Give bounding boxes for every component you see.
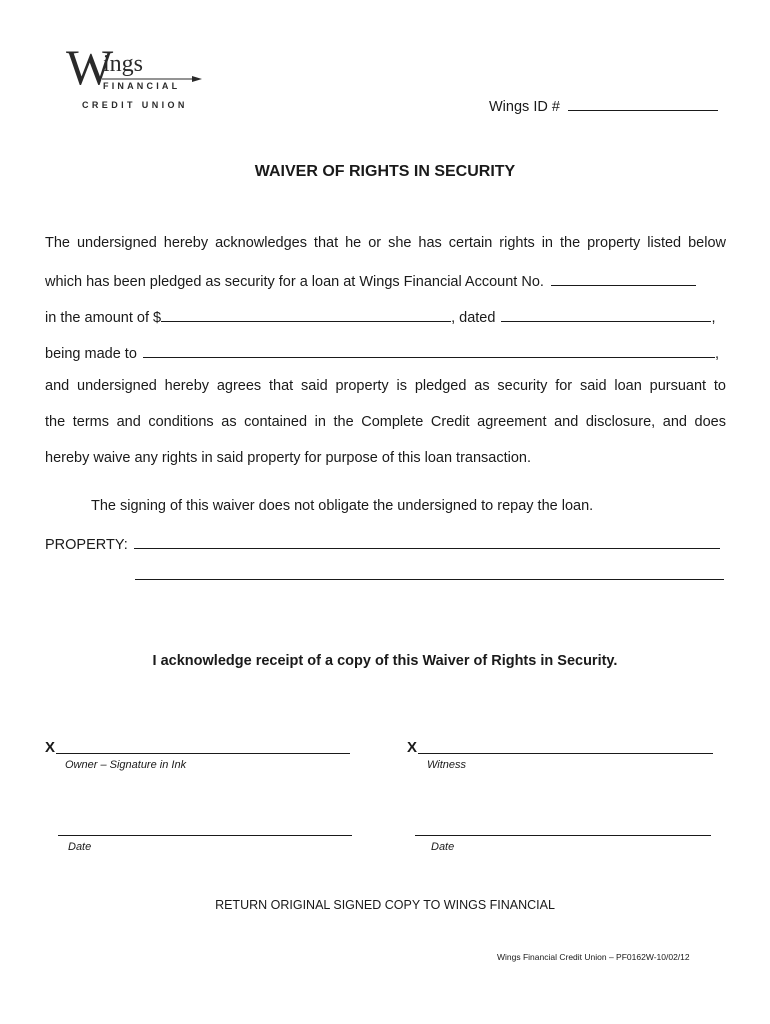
witness-x-mark: X bbox=[407, 739, 418, 756]
wings-id-label: Wings ID # bbox=[489, 99, 560, 115]
property-blank-1[interactable] bbox=[134, 534, 720, 549]
acknowledgement: I acknowledge receipt of a copy of this Waiver of Rights in Security. bbox=[152, 653, 618, 669]
document-title: WAIVER OF RIGHTS IN SECURITY bbox=[254, 163, 516, 180]
date-blank[interactable] bbox=[501, 307, 711, 322]
body-line-7: hereby waive any rights in said property for purpose of this loan transaction. bbox=[45, 450, 532, 466]
amount-label: in the amount of $ bbox=[45, 310, 162, 326]
property-blank-2[interactable] bbox=[135, 579, 724, 580]
signing-note: The signing of this waiver does not obligate the undersigned to repay the loan. bbox=[91, 498, 594, 514]
witness-caption: Witness bbox=[427, 759, 467, 771]
body-line-6: the terms and conditions as contained in the Complete Credit agreement and disclosure, and does bbox=[45, 414, 726, 430]
wings-id-field bbox=[489, 96, 718, 115]
return-note: RETURN ORIGINAL SIGNED COPY TO WINGS FINANCIAL bbox=[215, 898, 555, 912]
amount-blank[interactable] bbox=[161, 307, 451, 322]
comma: , bbox=[711, 310, 716, 326]
made-to-label: being made to bbox=[45, 346, 137, 362]
witness-date-line[interactable] bbox=[415, 835, 711, 836]
logo-credit-union: CREDIT UNION bbox=[82, 100, 188, 110]
logo-letter: W bbox=[66, 39, 112, 95]
witness-date-caption: Date bbox=[431, 841, 455, 853]
logo-word: ings bbox=[103, 51, 144, 77]
property-line bbox=[45, 534, 726, 553]
made-to-line bbox=[45, 343, 726, 362]
owner-date-line[interactable] bbox=[58, 835, 352, 836]
dated-label: , dated bbox=[451, 310, 496, 326]
body-line-1: The undersigned hereby acknowledges that he or she has certain rights in the property listed below bbox=[45, 235, 726, 251]
owner-signature-line[interactable] bbox=[56, 753, 350, 754]
account-label: which has been pledged as security for a loan at Wings Financial Account No. bbox=[45, 274, 544, 290]
account-number-blank[interactable] bbox=[551, 271, 696, 286]
owner-caption: Owner – Signature in Ink bbox=[65, 759, 187, 771]
property-label: PROPERTY: bbox=[45, 537, 128, 553]
witness-signature-line[interactable] bbox=[418, 753, 713, 754]
owner-date-caption: Date bbox=[68, 841, 92, 853]
wings-logo bbox=[66, 39, 206, 114]
made-to-blank[interactable] bbox=[143, 343, 715, 358]
wings-id-blank[interactable] bbox=[568, 96, 718, 111]
account-line bbox=[45, 271, 726, 290]
body-line-5: and undersigned hereby agrees that said property is pledged as security for said loan pursuant to bbox=[45, 378, 726, 394]
comma: , bbox=[714, 346, 719, 362]
owner-x-mark: X bbox=[45, 739, 56, 756]
amount-line bbox=[45, 307, 726, 326]
logo-financial: FINANCIAL bbox=[103, 81, 181, 91]
form-footer: Wings Financial Credit Union – PF0162W-10/02/12 bbox=[497, 952, 690, 962]
